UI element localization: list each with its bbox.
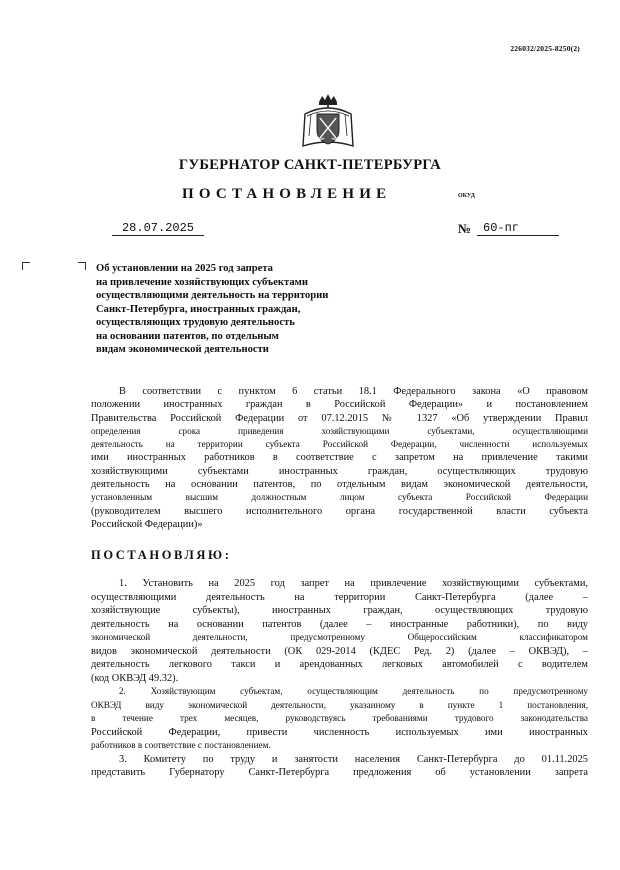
number-sign: №	[458, 221, 472, 236]
paragraph-2-line: ОКВЭД виду экономической деятельности, указанному в пункте 1 постановления,	[91, 699, 588, 710]
subject-right-bracket	[78, 262, 86, 270]
subject-line: Санкт-Петербурга, иностранных граждан,	[96, 303, 301, 315]
paragraph-2-line: работников в соответствие с постановлением.	[91, 740, 271, 750]
preamble-line: Правительства Российской Федерации от 07.12.2015 № 1327 «Об утверждении Правил	[91, 412, 588, 424]
paragraph-1-line: деятельность легкового такси и арендованных легковых автомобилей с водителем	[91, 659, 588, 670]
preamble-line: установленным высшим должностным лицом субъекта Российской Федерации	[91, 492, 588, 503]
decree-body	[91, 577, 588, 780]
subject-line: видам экономической деятельности	[96, 344, 269, 355]
paragraph-2-line: 2. Хозяйствующим субъектам, осуществляющим деятельность по предусмотренному	[119, 686, 588, 696]
paragraph-1-line: хозяйствующие субъекты), иностранных граждан, осуществляющих трудовую	[91, 605, 588, 616]
subject-line: на привлечение хозяйствующих субъектами	[96, 276, 308, 288]
saint-petersburg-coat-of-arms-icon	[299, 92, 357, 150]
subject-line: осуществляющих трудовую деятельность	[96, 317, 295, 328]
paragraph-3-line: 3. Комитету по труду и занятости населения Санкт-Петербурга до 01.11.2025	[119, 753, 588, 765]
document-date: 28.07.2025	[112, 221, 204, 236]
preamble-line: Российской Федерации)»	[91, 518, 203, 530]
paragraph-1-line: видов экономической деятельности (ОК 029-2014 (КДЕС Ред. 2) (далее – ОКВЭД), –	[91, 645, 588, 657]
subject-left-bracket	[22, 262, 30, 270]
preamble-line: (руководителем высшего исполнительного органа государственной власти субъекта	[91, 505, 588, 517]
paragraph-1-line: 1. Установить на 2025 год запрет на привлечение хозяйствующими субъектами,	[119, 578, 588, 589]
subject-line: на основании патентов, по отдельным	[96, 330, 279, 342]
preamble-line: определения срока приведения хозяйствующими субъектами, осуществляющими	[91, 425, 588, 436]
document-type-title: ПОСТАНОВЛЕНИЕ	[182, 186, 392, 202]
document-number: 60-пг	[477, 221, 559, 236]
preamble-paragraph	[91, 385, 588, 531]
paragraph-1-line: деятельность на основании патентов (далее – иностранные работники), по виду	[91, 618, 588, 630]
preamble-line: положении иностранных граждан в Российской Федерации» и постановлением	[91, 399, 588, 411]
preamble-line: В соответствии с пунктом 6 статьи 18.1 Федерального закона «О правовом	[119, 386, 588, 397]
paragraph-1-line: осуществляющими деятельность на территории Санкт-Петербурга (далее –	[91, 591, 588, 603]
paragraph-2-line: Российской Федерации, привести численность используемых ими иностранных	[91, 726, 588, 738]
document-reference: 226032/2025-8250(2)	[510, 44, 580, 53]
decree-subject	[96, 262, 406, 357]
issuer-title: ГУБЕРНАТОР САНКТ-ПЕТЕРБУРГА	[178, 157, 442, 173]
subject-line: Об установлении на 2025 год запрета	[96, 263, 273, 274]
okud-label: ОКУД	[458, 193, 475, 199]
preamble-line: хозяйствующими субъектами иностранных граждан, осуществляющих трудовую	[91, 465, 588, 477]
preamble-line: деятельность на основании патентов, по отдельным видам экономической деятельности,	[91, 479, 588, 491]
paragraph-1-line: экономической деятельности, предусмотренному Общероссийским классификатором	[91, 632, 588, 642]
resolve-heading: ПОСТАНОВЛЯЮ:	[91, 548, 232, 562]
paragraph-2-line: в течение трех месяцев, руководствуясь требованиями трудового законодательства	[91, 713, 588, 723]
preamble-line: ими иностранных работников в соответствие с запретом на привлечение такими	[91, 452, 588, 464]
preamble-line: деятельность на территории субъекта Российской Федерации, численности используемых	[91, 439, 588, 450]
paragraph-3-line: представить Губернатору Санкт-Петербурга предложения об установлении запрета	[91, 767, 588, 778]
paragraph-1-line: (код ОКВЭД 49.32).	[91, 672, 179, 684]
subject-line: осуществляющими деятельность на территории	[96, 290, 329, 301]
